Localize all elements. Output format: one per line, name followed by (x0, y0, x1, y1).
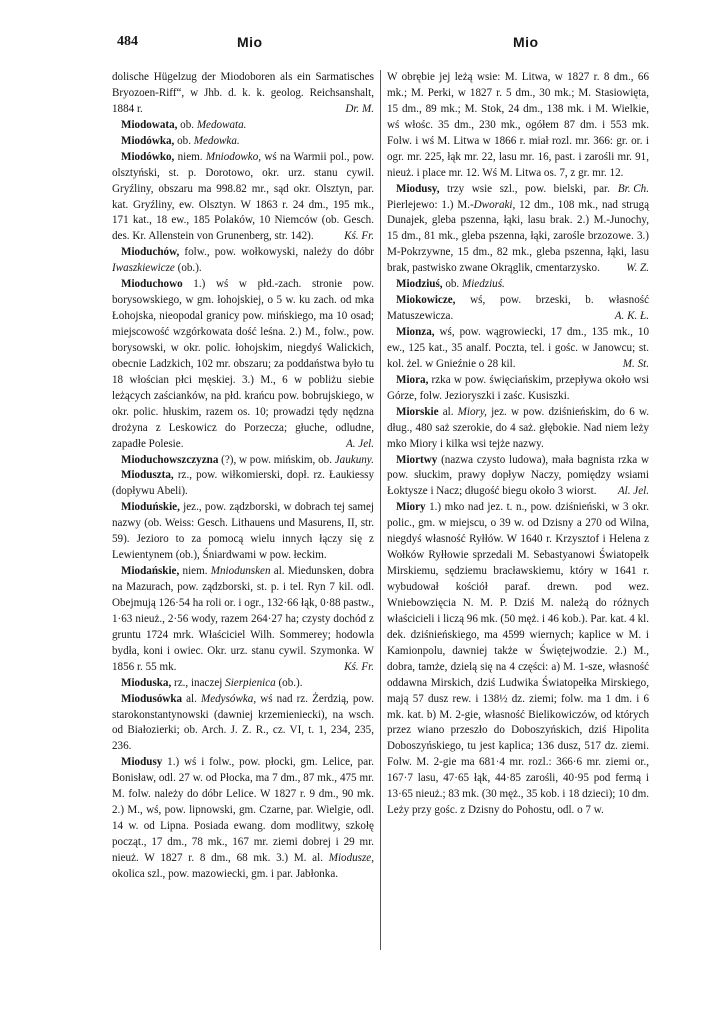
headword: Miodusy, (396, 182, 440, 195)
continuation-text (112, 70, 374, 118)
author-signature: Br. Ch. (617, 182, 649, 195)
headword: Miodówka, (121, 134, 175, 147)
headword: Miorskie (396, 405, 439, 418)
author-signature: Al. Jel. (617, 485, 649, 498)
headword: Miodziuś, (396, 278, 443, 291)
author-signature: M. St. (622, 357, 649, 370)
entry-text: rz., pow. wiłkomierski, dopł. rz. Łaukiessy (dopływu Abeli). (112, 469, 374, 498)
headword: Mioduńskie, (121, 501, 180, 514)
entry (387, 325, 649, 373)
author-signature: Kś. Fr. (344, 660, 374, 673)
entry (112, 277, 374, 452)
entry-text: (ob.). (174, 262, 202, 275)
entry-text: trzy wsie szl., pow. bielski, par. Pierlejewo: 1.) M.- (387, 182, 610, 211)
italic-term: Medowka. (193, 134, 240, 147)
headword: Miokowicze, (396, 294, 456, 307)
headword: Mionza, (396, 326, 435, 338)
page-number: 484 (117, 34, 138, 49)
italic-term: Sierpienica (225, 676, 276, 689)
italic-term: Jaukuny. (334, 453, 374, 466)
italic-term: Iwaszkiewicze (112, 262, 175, 275)
entry-text: al. (438, 405, 458, 418)
entry-text: ob. (174, 134, 194, 147)
right-column (387, 70, 649, 982)
headword: Miory (396, 501, 426, 514)
headword: Mioduchowo (121, 278, 183, 291)
italic-term: Miory, (457, 405, 487, 418)
entry (387, 373, 649, 405)
entry-text: wś, pow. brzeski, b. własność Matuszewicza. (387, 294, 649, 323)
author-signature: A. Jel. (345, 437, 374, 450)
italic-term: Miedziuś. (461, 278, 505, 291)
entry-text: okolica szl., pow. mazowiecki, gm. i par. Jabłonka. (112, 867, 339, 880)
entry (112, 150, 374, 246)
entry (112, 500, 374, 564)
entry-text: niem. (174, 150, 206, 163)
headword: Mioduchowszczyzna (121, 453, 219, 466)
italic-term: Dworaki, (473, 198, 516, 211)
entry-text: W obrębie jej leżą wsie: M. Litwa, w 1827 r. 8 dm., 66 mk.; M. Perki, w 1827 r. 5 dm., 30 mk.; M. Stasiowięta, 15 dm., 89 mk.; M. Stok, 24 dm., 138 mk. i M. Wielkie, wś włośc. 35 dm., 230 mk., ogółem 87 dm. i 553 mk. Folw. i wś M. Litwa w 1866 r. miał rozl. mr. 366: gr. or. i ogr. mr. 225, łąk mr. 22, lasu mr. 16, past. i zarośli mr. 91, nieuż. i place mr. 12. Wś M. Litwa os. 7, z gr. mr. 12. (387, 71, 649, 179)
left-column (112, 70, 374, 982)
entry (112, 118, 374, 134)
entry (112, 676, 374, 692)
entry-text: (?), w pow. mińskim, ob. (218, 453, 335, 466)
entry-text: niem. (179, 565, 211, 578)
entry (112, 245, 374, 277)
headword: Miodowata, (121, 118, 178, 131)
entry-text: wś na Warmii pol., pow. olsztyński, st. p. Dorotowo, okr. urz. stanu cywil. Gryźliny, obszaru ma 998.82 mr., sąd okr. Olsztyn, par. kat. Gryźliny, ew. Olsztyn. W 1863 r. 24 dm., 195 mk., 171 kat., 18 ew., 185 Polaków, 10 Niemców (ob. Gesch. des. Kr. Allenstein von Grunenberg, str. 142). (112, 150, 374, 243)
entry (387, 500, 649, 819)
headword: Mioduchów, (121, 246, 180, 259)
entry (112, 692, 374, 756)
entry (112, 134, 374, 150)
entry-text: rz., inaczej (171, 676, 226, 689)
entry (387, 453, 649, 501)
entry (387, 277, 649, 293)
entry-text: wś, pow. wągrowiecki, 17 dm., 135 mk., 10 ew., 125 kat., 35 analf. Poczta, tel. i gośc. w Janowcu; st. kol. żel. w Gnieźnie o 28 kil. (387, 326, 649, 370)
entry-text: jez., pow. ządzborski, w dobrach tej samej nazwy (ob. Weiss: Gesch. Lithauens und Masurens, II, str. 59). Jezioro to za pomocą wielu innych łączy się z Lewientynem (ob.), Śniardwami w pow. łeckim. (112, 501, 374, 562)
entry-text: 12 dm., 108 mk., nad strugą Dunajek, gleba pszenna, łąki, lasu brak. 2.) M.-Junochy, 15 dm., 81 mk., gleba pszenna, łąki, zarośle brzozowe. 3.) M-Pokrzywne, 15 dm., 82 mk., gleba pszenna, łąki, lasu brak, pastwisko zwane Okrąglik, cmentarzysko. (387, 198, 649, 275)
left-running-head: Mio (237, 34, 263, 50)
headword: Mioduszta, (121, 469, 174, 482)
author-signature: Dr. M. (345, 102, 374, 115)
entry (112, 755, 374, 883)
entry (112, 453, 374, 469)
headword: Miodówko, (121, 150, 175, 163)
headword: Miora, (396, 373, 429, 386)
author-signature: Kś. Fr. (344, 230, 374, 243)
author-signature: W. Z. (626, 262, 649, 275)
entry-text: al. Miedunsken, dobra na Mazurach, pow. ządzborski, st. p. i tel. Ryn 7 kil. odl. Obejmują 126·54 ha roli or. i ogr., 132·66 łąk, 0·88 pastw., 1·63 nieuż., 2·56 wody, razem 264·27 ha; czysty dochód z gruntu 1724 mrk. Właściciel Wilh. Sommerey; hodowla bydła, koni i owiec. Okr. urz. stanu cywil. Szymonka. W 1856 r. 55 mk. (112, 565, 374, 673)
italic-term: Mniodowko, (205, 150, 262, 163)
italic-term: Medysówka, (200, 692, 257, 705)
italic-term: Miodusze, (328, 851, 374, 864)
entry (387, 182, 649, 278)
entry-text: wś nad rz. Żerdzią, pow. starokonstantynowski (dawniej krzemieniecki), na wsch. od Białozierki; ob. Arch. J. Z. R., cz. VI, t. 1, 234, 235, 236. (112, 692, 374, 753)
right-running-head: Mio (513, 34, 539, 50)
entry-text: (nazwa czysto ludowa), mała bagnista rzka w pow. słuckim, prawy dopływ Naczy, pomiędzy wsiami Łoktysze i Nacz; długość biegu około 3 wiorst. (387, 453, 649, 498)
italic-term: Medowata. (196, 118, 247, 131)
headword: Mioduska, (121, 676, 172, 689)
headword: Miodusówka (121, 692, 183, 705)
entry-text: 1.) mko nad jez. t. n., pow. dziśnieński, w 3 okr. polic., gm. w miejscu, o 39 w. od Dzisny a 270 od Wilna, niegdyś własność Ryłłów. W 1640 r. Krzysztof i Helena z Wołków Ryłłowie sprzedali M. Sebastyanowi Światopełk Mirskiemu, sędziemu bracławskiemu, który w 1641 r. wybudował kościół paraf. drewn. pod wez. Wniebowzięcia N. M. P. Dziś M. należą do różnych właścicieli i liczą 96 mk. (50 męż. i 46 kob.). Par. kat. 4 kl. dek. dziśnieńskiego, ma 4599 wiernych; kaplice w M. i Kamionpolu, dawniej także w Świętejwodzie. 2.) M., dobra, tamże, dzielą się na 4 części: a) M. 1-sze, własność oddawna Mirskich, dziś Ludwika Światopełka Mirskiego, mają 57 dusz rew. i 138½ dz. ziemi; folw. ma 1 dm. i 6 mk. kat. b) M. 2-gie, własność Bielikowiczów, od których przez wiano przeszło do Doboszyńskich, dziś Hipolita Doboszyńskiego, tu jest kaplica; 136 dusz, 517 dz. ziemi. Folw. M. 2-gie ma 681·4 mr. rozl.: 366·6 mr. ziemi or., 167·7 lasu, 47·65 łąk, 44·85 zarośli, 40·95 pod fermą i 13·65 nieuż.; 83 mk. (30 męż., 35 kob. i 18 dzieci); 10 dm. Leży przy gośc. z Dzisny do Pohostu, odl. o 7 w. (387, 501, 649, 817)
entry-text: jez. w pow. dziśnieńskim, do 6 w. dług., 480 saż szerokie, do 4 saż. głębokie. Nad niem leży mko Miory i kilka wsi tejże nazwy. (387, 405, 649, 450)
entry-text: dolische Hügelzug der Miodoboren als ein Sarmatisches Bryozoen-Riff“, w Jhb. d. k. k. geolog. Reichsanshalt, 1884 r. (112, 71, 374, 115)
italic-term: Mniodunsken (210, 565, 271, 578)
column-divider (380, 70, 381, 950)
headword: Miortwy (396, 453, 438, 466)
entry-text: al. (182, 692, 201, 705)
entry-text: (ob.). (275, 676, 303, 689)
headword: Miodusy (121, 756, 163, 769)
entry-text: ob. (177, 118, 197, 131)
headword: Miodańskie, (121, 565, 180, 578)
entry-text: ob. (442, 278, 462, 291)
entry-text: rzka w pow. święciańskim, przepływa około wsi Górze, folw. Jezioryszki i zaśc. Kusiszki. (387, 373, 649, 402)
entry (387, 405, 649, 453)
entry-text: 1.) wś i folw., pow. płocki, gm. Lelice, par. Bonisław, odl. 27 w. od Płocka, ma 7 dm., 87 mk., 475 mr. M. folw. należy do dóbr Lelice. W 1827 r. 9 dm., 90 mk. 2.) M., wś, pow. lipnowski, gm. Czarne, par. Wielgie, odl. 14 w. od Lipna. Posiada ewang. dom modlitwy, szkołę począt., 17 dm., 78 mk., 167 mr. ziemi dobrej i 29 mr. nieuż. W 1827 r. 8 dm., 68 mk. 3.) M. al. (112, 756, 374, 864)
entry-text: 1.) wś w płd.-zach. stronie pow. borysowskiego, w gm. łohojskiej, o 5 w. ku zach. od mka Łohojska, nieopodal granicy pow. mińskiego, ma 10 osad; miejscowość wzgórkowata dość leśna. 2.) M., folw., pow. borysowski, w okr. polic. łohojskim, niegdyś Walickich, obecnie Ladzkich, 102 mr. obszaru; za poddaństwa było tu 18 włościan płci męskiej. 3.) M., 6 w pobliżu siebie leżących zaścianków, na płd. krańcu pow. bobrujskiego, w okr. polic. hłuskim, razem os. 10; prowadzi tędy nędzna drożyna z Leskowicz do Porzecza; głuche, odludne, zapadłe Polesie. (112, 278, 374, 450)
author-signature: A. K. Ł. (614, 310, 649, 323)
entry (387, 293, 649, 325)
entry (112, 468, 374, 500)
entry-text: folw., pow. wołkowyski, należy do dóbr (179, 246, 374, 259)
entry (112, 564, 374, 676)
